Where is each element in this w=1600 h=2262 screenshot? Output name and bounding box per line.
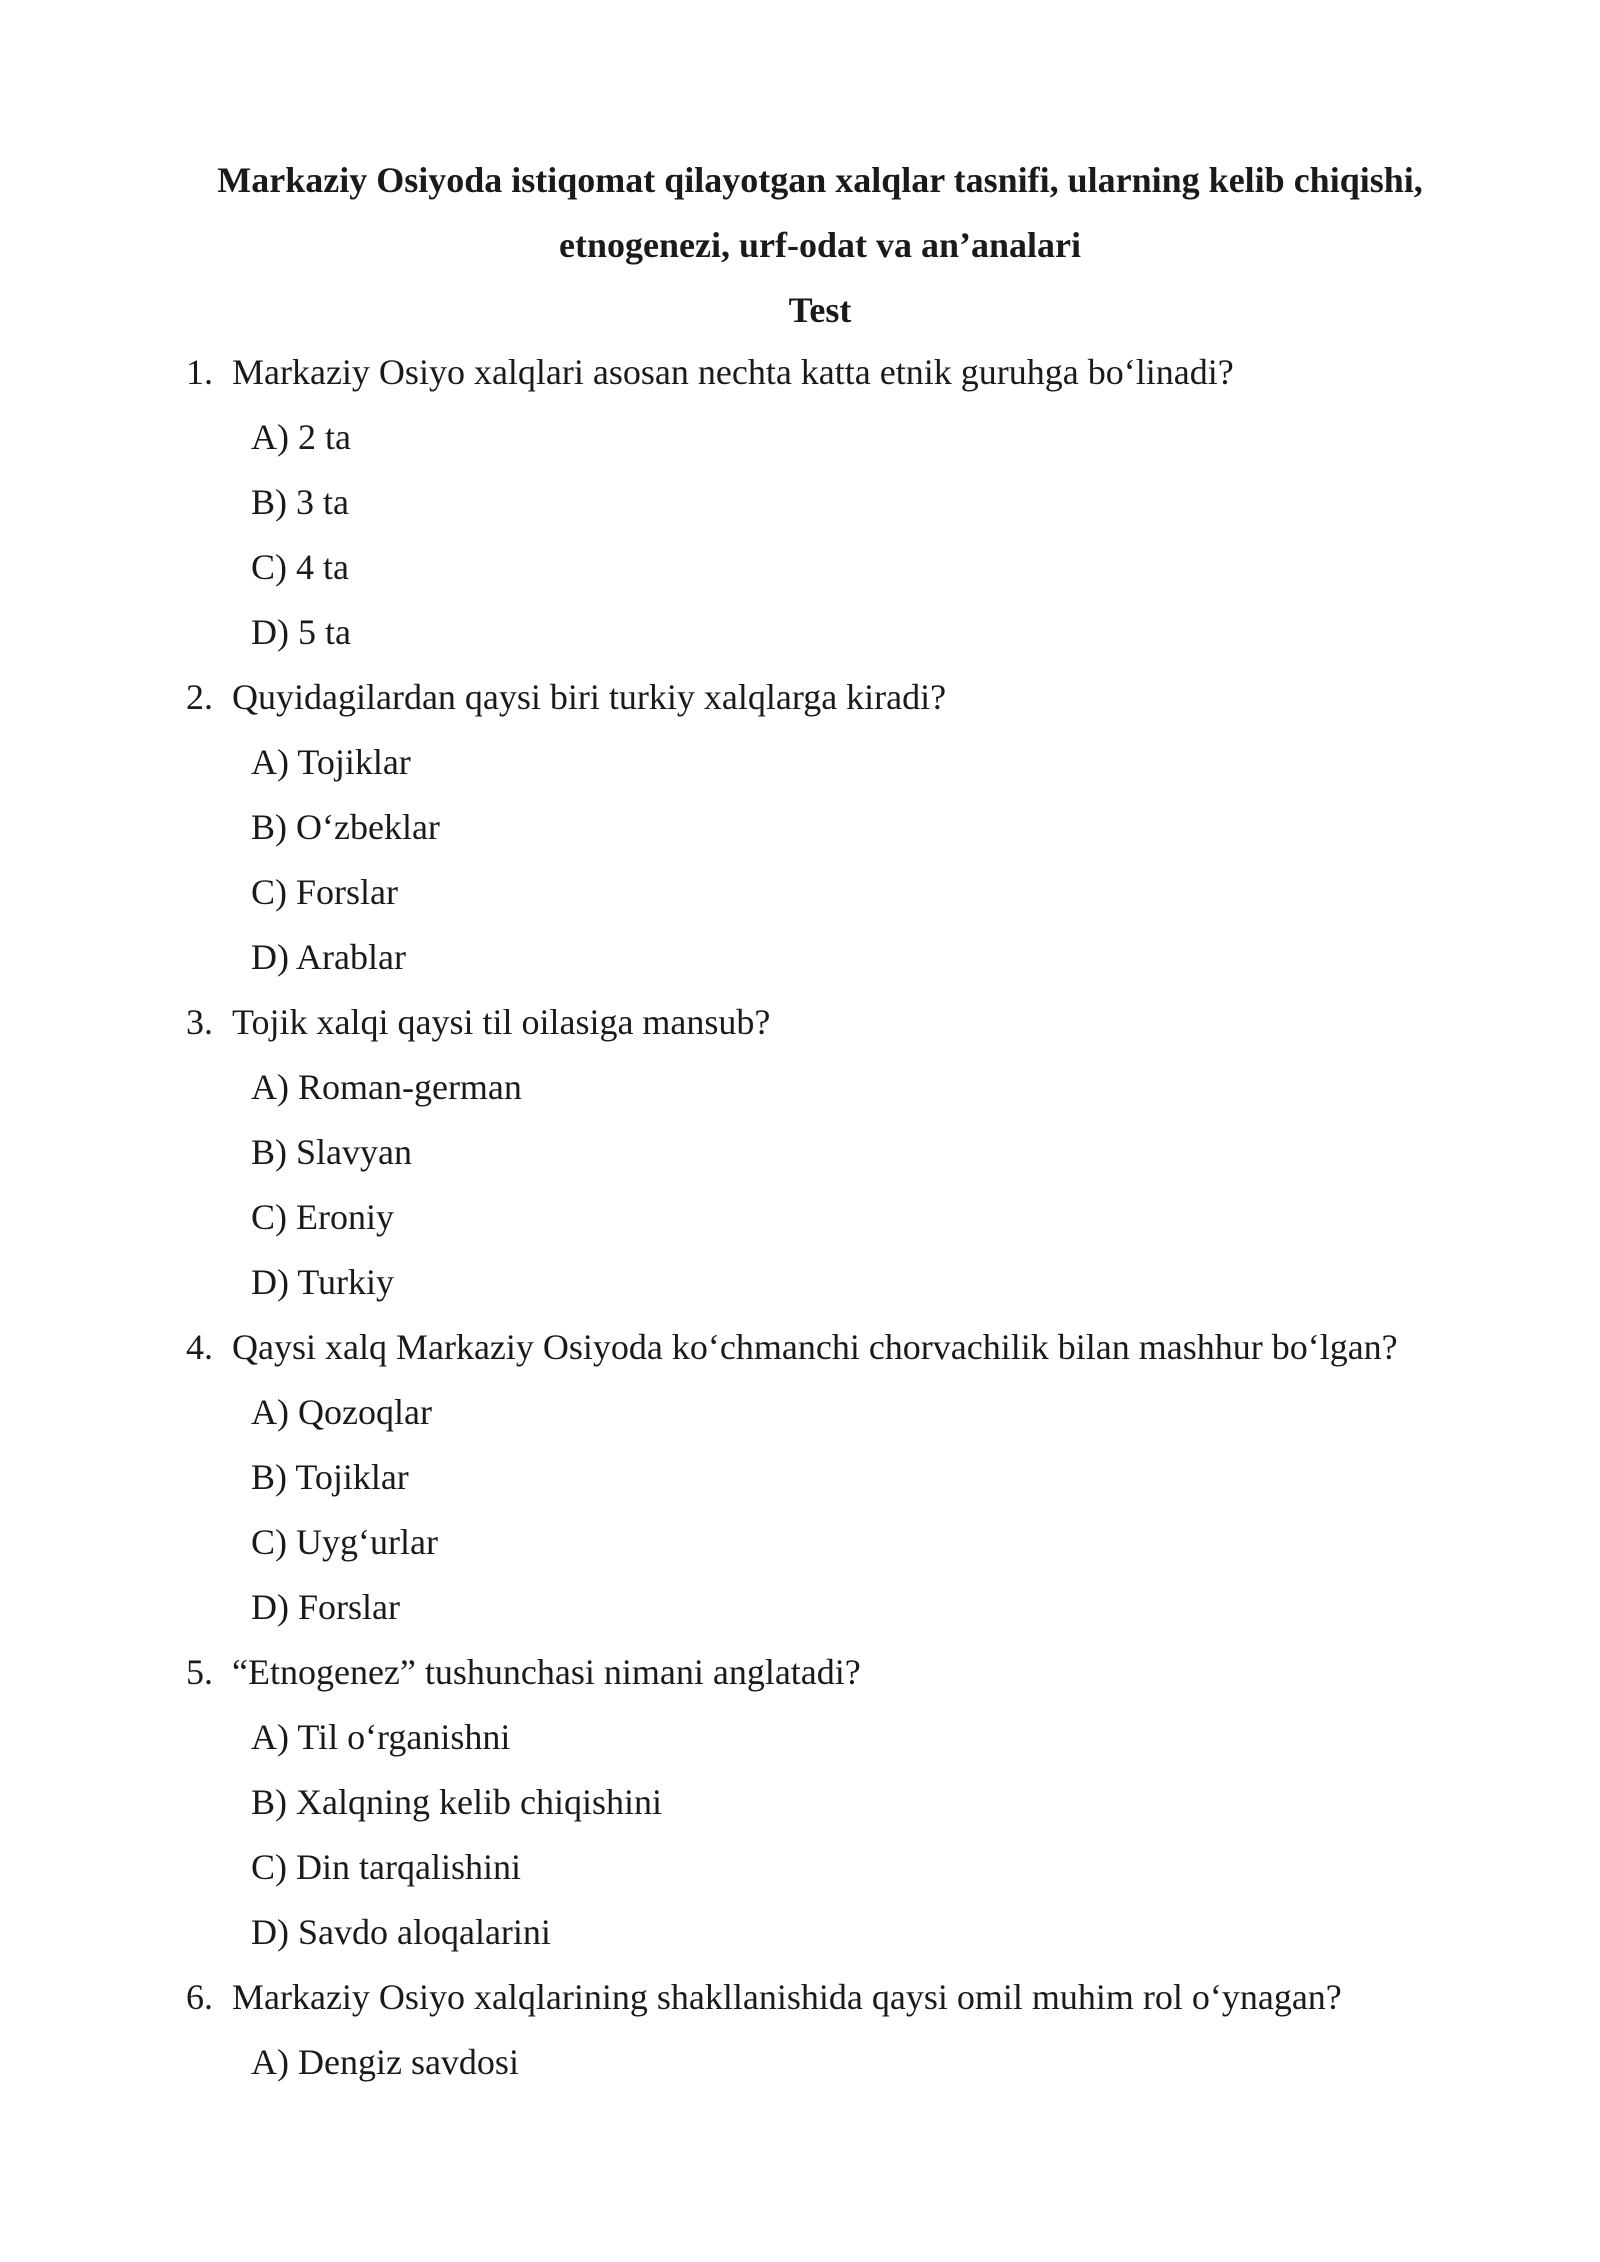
answer-option: C) 4 ta: [251, 547, 349, 587]
answer-option: A) Dengiz savdosi: [251, 2042, 519, 2082]
question-text: Quyidagilardan qaysi biri turkiy xalqlarga kiradi?: [232, 677, 947, 717]
answer-option: D) Turkiy: [251, 1262, 395, 1302]
answer-option: C) Eroniy: [251, 1197, 394, 1237]
answer-option: D) Forslar: [251, 1587, 400, 1627]
question-text: Tojik xalqi qaysi til oilasiga mansub?: [232, 1002, 771, 1042]
answer-options: [0, 405, 1600, 665]
question-number: 1.: [186, 352, 213, 392]
question-item: [0, 1640, 1600, 1965]
question-text: Markaziy Osiyo xalqlarining shakllanishida qaysi omil muhim rol o‘ynagan?: [232, 1977, 1342, 2017]
question-text: “Etnogenez” tushunchasi nimani anglatadi?: [232, 1652, 861, 1692]
question-line: [0, 340, 1600, 405]
answer-option: A) Qozoqlar: [251, 1392, 432, 1432]
question-item: [0, 990, 1600, 1315]
answer-option: B) Slavyan: [251, 1132, 412, 1172]
question-number: 2.: [186, 677, 213, 717]
answer-option: B) 3 ta: [251, 482, 349, 522]
document-title: [150, 148, 1490, 343]
answer-option: A) Roman-german: [251, 1067, 522, 1107]
answer-option: A) Tojiklar: [251, 742, 411, 782]
question-line: [0, 665, 1600, 730]
question-line: [0, 1315, 1600, 1380]
question-line: [0, 1640, 1600, 1705]
answer-option: D) 5 ta: [251, 612, 351, 652]
answer-options: [0, 1055, 1600, 1315]
answer-options: [0, 730, 1600, 990]
question-text: Qaysi xalq Markaziy Osiyoda ko‘chmanchi chorvachilik bilan mashhur bo‘lgan?: [232, 1327, 1398, 1367]
answer-options: [0, 2030, 1600, 2095]
subtitle: Test: [788, 290, 852, 330]
answer-option: B) Xalqning kelib chiqishini: [251, 1782, 662, 1822]
question-number: 6.: [186, 1977, 213, 2017]
answer-option: A) 2 ta: [251, 417, 351, 457]
title-line-1: Markaziy Osiyoda istiqomat qilayotgan xalqlar tasnifi, ularning kelib chiqishi,: [217, 160, 1423, 200]
question-line: [0, 1965, 1600, 2030]
answer-options: [0, 1705, 1600, 1965]
answer-option: C) Forslar: [251, 872, 398, 912]
question-text: Markaziy Osiyo xalqlari asosan nechta katta etnik guruhga bo‘linadi?: [232, 352, 1234, 392]
question-item: [0, 340, 1600, 665]
question-item: [0, 665, 1600, 990]
answer-option: D) Arablar: [251, 937, 406, 977]
answer-option: D) Savdo aloqalarini: [251, 1912, 551, 1952]
answer-option: C) Din tarqalishini: [251, 1847, 521, 1887]
answer-option: A) Til o‘rganishni: [251, 1717, 511, 1757]
question-list: [0, 340, 1600, 2095]
question-number: 3.: [186, 1002, 213, 1042]
question-number: 5.: [186, 1652, 213, 1692]
question-item: [0, 1315, 1600, 1640]
answer-option: B) O‘zbeklar: [251, 807, 440, 847]
answer-option: C) Uyg‘urlar: [251, 1522, 438, 1562]
question-item: [0, 1965, 1600, 2095]
answer-option: B) Tojiklar: [251, 1457, 409, 1497]
title-line-2: etnogenezi, urf-odat va an’analari: [559, 225, 1081, 265]
answer-options: [0, 1380, 1600, 1640]
question-line: [0, 990, 1600, 1055]
question-number: 4.: [186, 1327, 213, 1367]
